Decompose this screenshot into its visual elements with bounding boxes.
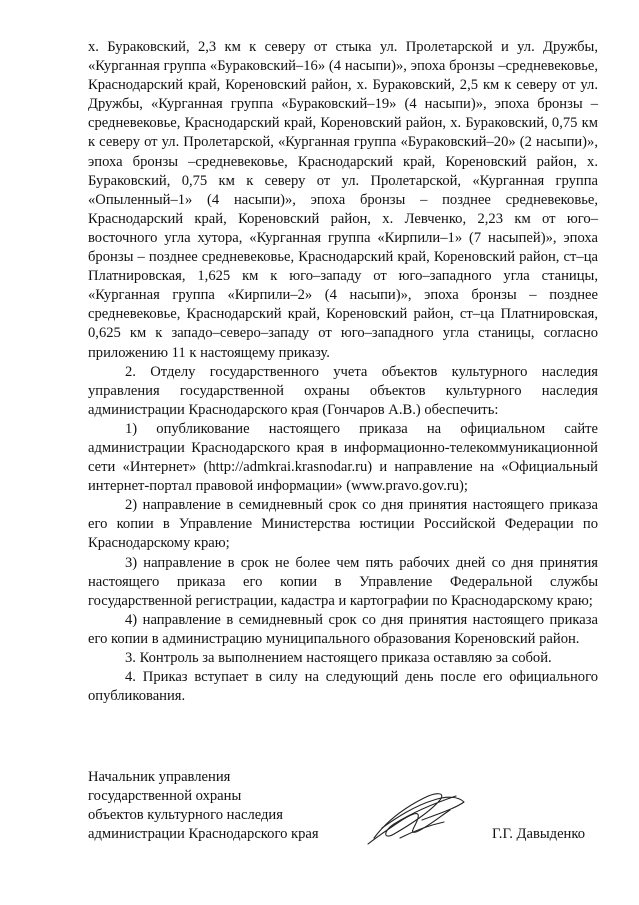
paragraph-subitem-4: 4) направление в семидневный срок со дня принятия настоящего приказа его копии в администрацию муниципального образования Кореновский район. (88, 611, 598, 647)
signatory-name: Г.Г. Давыденко (492, 826, 586, 842)
paragraph-item-3: 3. Контроль за выполнением настоящего приказа оставляю за собой. (125, 650, 552, 666)
paragraph-subitem-1: 1) опубликование настоящего приказа на официальном сайте администрации Краснодарского края в информационно-телекоммуникационной сети «Интернет» (http://admkrai.krasnodar.ru) и направление на «Официальный интернет-портал правовой информации» (www.pravo.gov.ru); (88, 420, 598, 495)
paragraph-item-2: 2. Отделу государственного учета объектов культурного наследия управления государственной охраны объектов культурного наследия администрации Краснодарского края (Гончаров А.В.) обеспечить: (88, 363, 598, 418)
paragraph-subitem-3: 3) направление в срок не более чем пять рабочих дней со дня принятия настоящего приказа его копии в Управление Федеральной службы государственной регистрации, кадастра и картографии по Краснодарскому краю; (88, 554, 598, 609)
signatory-title (88, 768, 319, 844)
signatory-title-line: администрации Краснодарского края (88, 826, 319, 843)
paragraph-subitem-2: 2) направление в семидневный срок со дня принятия настоящего приказа его копии в Управление Министерства юстиции Российской Федерации по Краснодарскому краю; (88, 497, 598, 552)
handwritten-signature (360, 788, 472, 846)
paragraph-item-4: 4. Приказ вступает в силу на следующий день после его официального опубликования. (88, 669, 598, 705)
signatory-title-line: объектов культурного наследия (88, 807, 283, 824)
paragraph-address-list: х. Бураковский, 2,3 км к северу от стыка ул. Пролетарской и ул. Дружбы, «Курганная группа «Бураковский–16» (4 насыпи)», эпоха бронзы –средневековье, Краснодарский край, Кореновский район, х. Бураковский, 2,5 км к северу от ул. Дружбы, «Курганная группа «Бураковский–19» (4 насыпи)», эпоха бронзы – средневековье, Краснодарский край, Кореновский район, х. Бураковский, 0,75 км к северу от ул. Пролетарской, «Курганная группа «Бураковский–20» (2 насыпи)», эпоха бронзы –средневековье, Краснодарский край, Кореновский район, х. Бураковский, 0,75 км к северу от ул. Пролетарской, «Курганная группа «Опыленный–1» (4 насыпи)», эпоха бронзы – позднее средневековье, Краснодарский край, Кореновский район, х. Левченко, 2,23 км от юго–восточного угла хутора, «Курганная группа «Кирпили–1» (7 насыпей)», эпоха бронзы – позднее средневековье, Краснодарский край, Кореновский район, ст–ца Платнировская, 1,625 км к юго–западу от юго–западного угла станицы, «Курганная группа «Кирпили–2» (4 насыпи)», эпоха бронзы – позднее средневековье, Краснодарский край, Кореновский район, ст–ца Платнировская, 0,625 км к западо–северо–западу от юго–западного угла станицы, согласно приложению 11 к настоящему приказу. (88, 39, 598, 361)
signatory-title-line: Начальник управления (88, 769, 231, 785)
signatory-title-line: государственной охраны (88, 788, 242, 805)
document-body (88, 38, 598, 706)
